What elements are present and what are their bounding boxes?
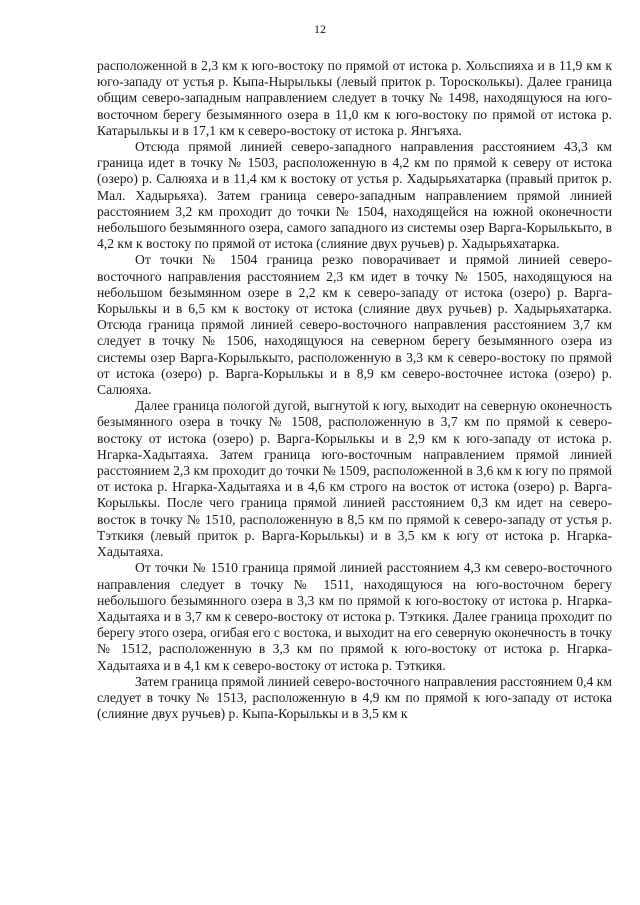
- paragraph-2: Отсюда прямой линией северо-западного направления расстоянием 43,3 км граница идет в точку № 1503, расположенную в 4,2 км по прямой к северу от истока (озеро) р. Салюяха и в 11,4 км к востоку от устья р. Хадырьяхатарка (правый приток р. Мал. Хадырьяха). Затем граница северо-западным направлением прямой линией расстоянием 3,2 км проходит до точки № 1504, находящейся на южной оконечности небольшого безымянного озера, самого западного из системы озер Варга-Корылькыто, в 4,2 км к востоку по прямой от истока (слияние двух ручьев) р. Хадырьяхатарка.: [97, 139, 612, 252]
- body-text: [97, 58, 612, 722]
- page-number: 12: [314, 22, 326, 36]
- paragraph-3: От точки № 1504 граница резко поворачивает и прямой линией северо-восточного направления расстоянием 2,3 км идет в точку № 1505, находящуюся на небольшом безымянном озере в 2,2 км к северо-западу от истока (озеро) р. Варга-Корылькы и в 6,5 км к востоку от истока (слияние двух ручьев) р. Хадырьяхатарка. Отсюда граница прямой линией северо-восточного направления расстоянием 3,7 км следует в точку № 1506, находящуюся на северном берегу безымянного озера из системы озер Варга-Корылькыто, расположенную в 3,3 км к северо-востоку по прямой от истока (озеро) р. Варга-Корылькы и в 8,9 км северо-восточнее истока (озеро) р. Салюяха.: [97, 252, 612, 398]
- paragraph-4: Далее граница пологой дугой, выгнутой к югу, выходит на северную оконечность безымянного озера в точку № 1508, расположенную в 3,7 км по прямой к северо-востоку от истока (озеро) р. Варга-Корылькы и в 2,9 км к юго-западу от истока р. Нгарка-Хадытаяха. Затем граница юго-восточным направлением прямой линией расстоянием 2,3 км проходит до точки № 1509, расположенной в 3,6 км к югу по прямой от истока р. Нгарка-Хадытаяха и в 4,6 км строго на восток от истока (озеро) р. Варга-Корылькы. После чего граница прямой линией расстоянием 0,3 км идет на северо-восток в точку № 1510, расположенную в 8,5 км по прямой к северо-западу от устья р. Тэткикя (левый приток р. Варга-Корылькы) и в 3,5 км к югу от истока р. Нгарка-Хадытаяха.: [97, 398, 612, 560]
- paragraph-5: От точки № 1510 граница прямой линией расстоянием 4,3 км северо-восточного направления следует в точку № 1511, находящуюся на юго-восточном берегу небольшого безымянного озера в 3,3 км по прямой к юго-востоку от истока р. Нгарка-Хадытаяха и в 3,7 км к северо-востоку от истока р. Тэткикя. Далее граница проходит по берегу этого озера, огибая его с востока, и выходит на его северную оконечность в точку № 1512, расположенную в 3,3 км по прямой к юго-востоку от истока р. Нгарка-Хадытаяха и в 4,1 км к северо-востоку от истока р. Тэткикя.: [97, 560, 612, 673]
- paragraph-6: Затем граница прямой линией северо-восточного направления расстоянием 0,4 км следует в точку № 1513, расположенную в 4,9 км по прямой к юго-западу от истока (слияние двух ручьев) р. Кыпа-Корылькы и в 3,5 км к: [97, 673, 612, 722]
- paragraph-1: расположенной в 2,3 км к юго-востоку по прямой от истока р. Хольспияха и в 11,9 км к юго-западу от устья р. Кыпа-Нырылькы (левый приток р. Торосколькы). Далее граница общим северо-западным направлением следует в точку № 1498, находящуюся на юго-восточном берегу безымянного озера в 11,0 км к юго-востоку по прямой от истока р. Катарылькы и в 17,1 км к северо-востоку от истока р. Янгъяха.: [97, 58, 612, 138]
